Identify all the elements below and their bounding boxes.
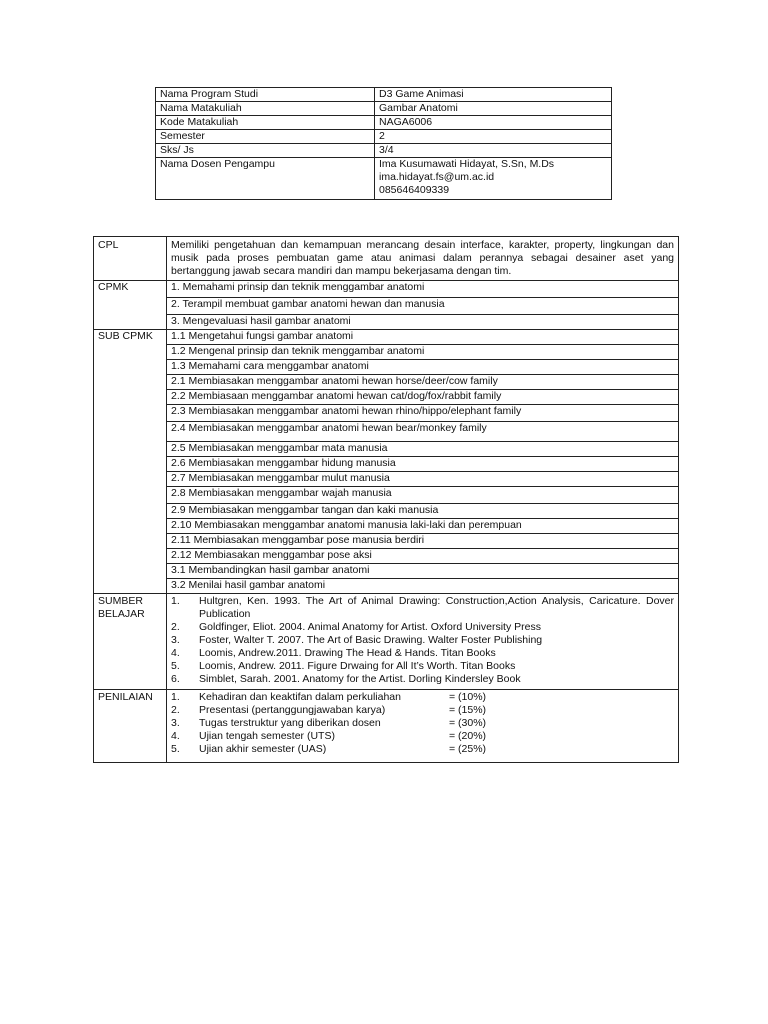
assessment-number: 4. (171, 730, 180, 742)
reference-text: Loomis, Andrew.2011. Drawing The Head & Hands. Titan Books (199, 647, 496, 659)
reference-item (171, 647, 674, 660)
assessment-weight: = (30%) (449, 717, 487, 729)
info-key: Kode Matakuliah (156, 116, 375, 130)
info-value: 3/4 (375, 144, 612, 158)
sub-cpmk-row (94, 472, 679, 487)
reference-text: Loomis, Andrew. 2011. Figure Drwaing for All It’s Worth. Titan Books (199, 660, 516, 672)
reference-number: 5. (171, 660, 180, 672)
reference-number: 4. (171, 647, 180, 659)
sumber-row (94, 594, 679, 690)
course-detail-table (93, 236, 679, 763)
reference-number: 3. (171, 634, 180, 646)
assessment-name: Kehadiran dan keaktifan dalam perkuliahan (199, 691, 401, 703)
penilaian-label: PENILAIAN (94, 690, 167, 763)
sub-cpmk-row (94, 442, 679, 457)
info-value: D3 Game Animasi (375, 88, 612, 102)
sumber-list-cell (167, 594, 679, 690)
reference-item (171, 595, 674, 621)
sub-cpmk-item: 2.8 Membiasakan menggambar wajah manusia (167, 487, 679, 504)
cpl-text: Memiliki pengetahuan dan kemampuan merancang desain interface, karakter, property, lingkungan dan musik pada proses pembuatan game atau animasi dalam perannya sebagai desainer aset yang bertanggung jawab secara mandiri dan mampu bekerjasama dengan tim. (167, 237, 679, 281)
reference-number: 1. (171, 595, 180, 607)
cpl-label: CPL (94, 237, 167, 281)
sub-cpmk-item: 2.9 Membiasakan menggambar tangan dan kaki manusia (167, 504, 679, 519)
sub-cpmk-item: 2.1 Membiasakan menggambar anatomi hewan horse/deer/cow family (167, 375, 679, 390)
sub-cpmk-row (94, 405, 679, 422)
sub-cpmk-row (94, 534, 679, 549)
reference-text: Simblet, Sarah. 2001. Anatomy for the Artist. Dorling Kindersley Book (199, 673, 521, 685)
sub-cpmk-label: SUB CPMK (94, 330, 167, 594)
info-row (156, 102, 612, 116)
sub-cpmk-row (94, 345, 679, 360)
assessment-weight: = (25%) (449, 743, 487, 755)
reference-item (171, 634, 674, 647)
sub-cpmk-row (94, 487, 679, 504)
reference-text: Goldfinger, Eliot. 2004. Animal Anatomy for Artist. Oxford University Press (199, 621, 541, 633)
cpmk-item: 1. Memahami prinsip dan teknik menggambar anatomi (167, 281, 679, 298)
sub-cpmk-row (94, 519, 679, 534)
cpmk-label: CPMK (94, 281, 167, 330)
sub-cpmk-item: 1.1 Mengetahui fungsi gambar anatomi (167, 330, 679, 345)
sub-cpmk-item: 2.7 Membiasakan menggambar mulut manusia (167, 472, 679, 487)
assessment-item (171, 743, 674, 756)
reference-number: 2. (171, 621, 180, 633)
info-row (156, 88, 612, 102)
reference-text: Hultgren, Ken. 1993. The Art of Animal Drawing: Construction,Action Analysis, Caricature. Dover Publication (199, 595, 674, 620)
course-info-table (155, 87, 612, 200)
sub-cpmk-row (94, 330, 679, 345)
sumber-label-line: SUMBER (98, 595, 143, 607)
assessment-number: 3. (171, 717, 180, 729)
sumber-label (94, 594, 167, 690)
assessment-name: Presentasi (pertanggungjawaban karya) (199, 704, 386, 716)
sub-cpmk-row (94, 360, 679, 375)
reference-number: 6. (171, 673, 180, 685)
sub-cpmk-item: 2.10 Membiasakan menggambar anatomi manusia laki-laki dan perempuan (167, 519, 679, 534)
info-value: Gambar Anatomi (375, 102, 612, 116)
sub-cpmk-row (94, 422, 679, 442)
assessment-weight: = (15%) (449, 704, 487, 716)
info-value: NAGA6006 (375, 116, 612, 130)
assessment-number: 5. (171, 743, 180, 755)
info-key: Semester (156, 130, 375, 144)
assessment-weight: = (20%) (449, 730, 487, 742)
assessment-item (171, 730, 674, 743)
reference-item (171, 621, 674, 634)
sub-cpmk-item: 1.2 Mengenal prinsip dan teknik menggambar anatomi (167, 345, 679, 360)
reference-item (171, 673, 674, 686)
sub-cpmk-row (94, 564, 679, 579)
assessment-number: 2. (171, 704, 180, 716)
sub-cpmk-item: 2.5 Membiasakan menggambar mata manusia (167, 442, 679, 457)
assessment-number: 1. (171, 691, 180, 703)
info-key: Nama Program Studi (156, 88, 375, 102)
info-value: 2 (375, 130, 612, 144)
assessment-weight: = (10%) (449, 691, 487, 703)
reference-list (171, 595, 674, 686)
sub-cpmk-row (94, 375, 679, 390)
cpmk-item: 2. Terampil membuat gambar anatomi hewan dan manusia (167, 298, 679, 315)
assessment-name: Ujian tengah semester (UTS) (199, 730, 335, 742)
lecturer-phone: 085646409339 (379, 184, 450, 196)
sumber-label-line: BELAJAR (98, 608, 145, 620)
sub-cpmk-row (94, 390, 679, 405)
sub-cpmk-item: 3.2 Menilai hasil gambar anatomi (167, 579, 679, 594)
assessment-name: Tugas terstruktur yang diberikan dosen (199, 717, 381, 729)
info-key: Nama Dosen Pengampu (156, 158, 375, 200)
sub-cpmk-item: 1.3 Memahami cara menggambar anatomi (167, 360, 679, 375)
sub-cpmk-item: 2.3 Membiasakan menggambar anatomi hewan rhino/hippo/elephant family (167, 405, 679, 422)
sub-cpmk-item: 2.4 Membiasakan menggambar anatomi hewan bear/monkey family (167, 422, 679, 442)
info-key: Nama Matakuliah (156, 102, 375, 116)
reference-text: Foster, Walter T. 2007. The Art of Basic Drawing. Walter Foster Publishing (199, 634, 543, 646)
info-row (156, 144, 612, 158)
sub-cpmk-row (94, 457, 679, 472)
sub-cpmk-item: 2.6 Membiasakan menggambar hidung manusia (167, 457, 679, 472)
cpmk-row (94, 298, 679, 315)
penilaian-row (94, 690, 679, 763)
cpmk-row (94, 281, 679, 298)
lecturer-email: ima.hidayat.fs@um.ac.id (379, 171, 495, 183)
cpmk-item: 3. Mengevaluasi hasil gambar anatomi (167, 315, 679, 330)
info-key: Sks/ Js (156, 144, 375, 158)
info-row (156, 116, 612, 130)
sub-cpmk-row (94, 549, 679, 564)
penilaian-list-cell (167, 690, 679, 763)
sub-cpmk-item: 2.11 Membiasakan menggambar pose manusia berdiri (167, 534, 679, 549)
assessment-item (171, 691, 674, 704)
cpl-row (94, 237, 679, 281)
sub-cpmk-row (94, 504, 679, 519)
info-row (156, 158, 612, 200)
sub-cpmk-item: 3.1 Membandingkan hasil gambar anatomi (167, 564, 679, 579)
sub-cpmk-row (94, 579, 679, 594)
lecturer-name: Ima Kusumawati Hidayat, S.Sn, M.Ds (379, 158, 555, 170)
info-value (375, 158, 612, 200)
sub-cpmk-item: 2.12 Membiasakan menggambar pose aksi (167, 549, 679, 564)
assessment-item (171, 704, 674, 717)
info-row (156, 130, 612, 144)
assessment-name: Ujian akhir semester (UAS) (199, 743, 327, 755)
cpmk-row (94, 315, 679, 330)
assessment-item (171, 717, 674, 730)
sub-cpmk-item: 2.2 Membiasaan menggambar anatomi hewan cat/dog/fox/rabbit family (167, 390, 679, 405)
reference-item (171, 660, 674, 673)
